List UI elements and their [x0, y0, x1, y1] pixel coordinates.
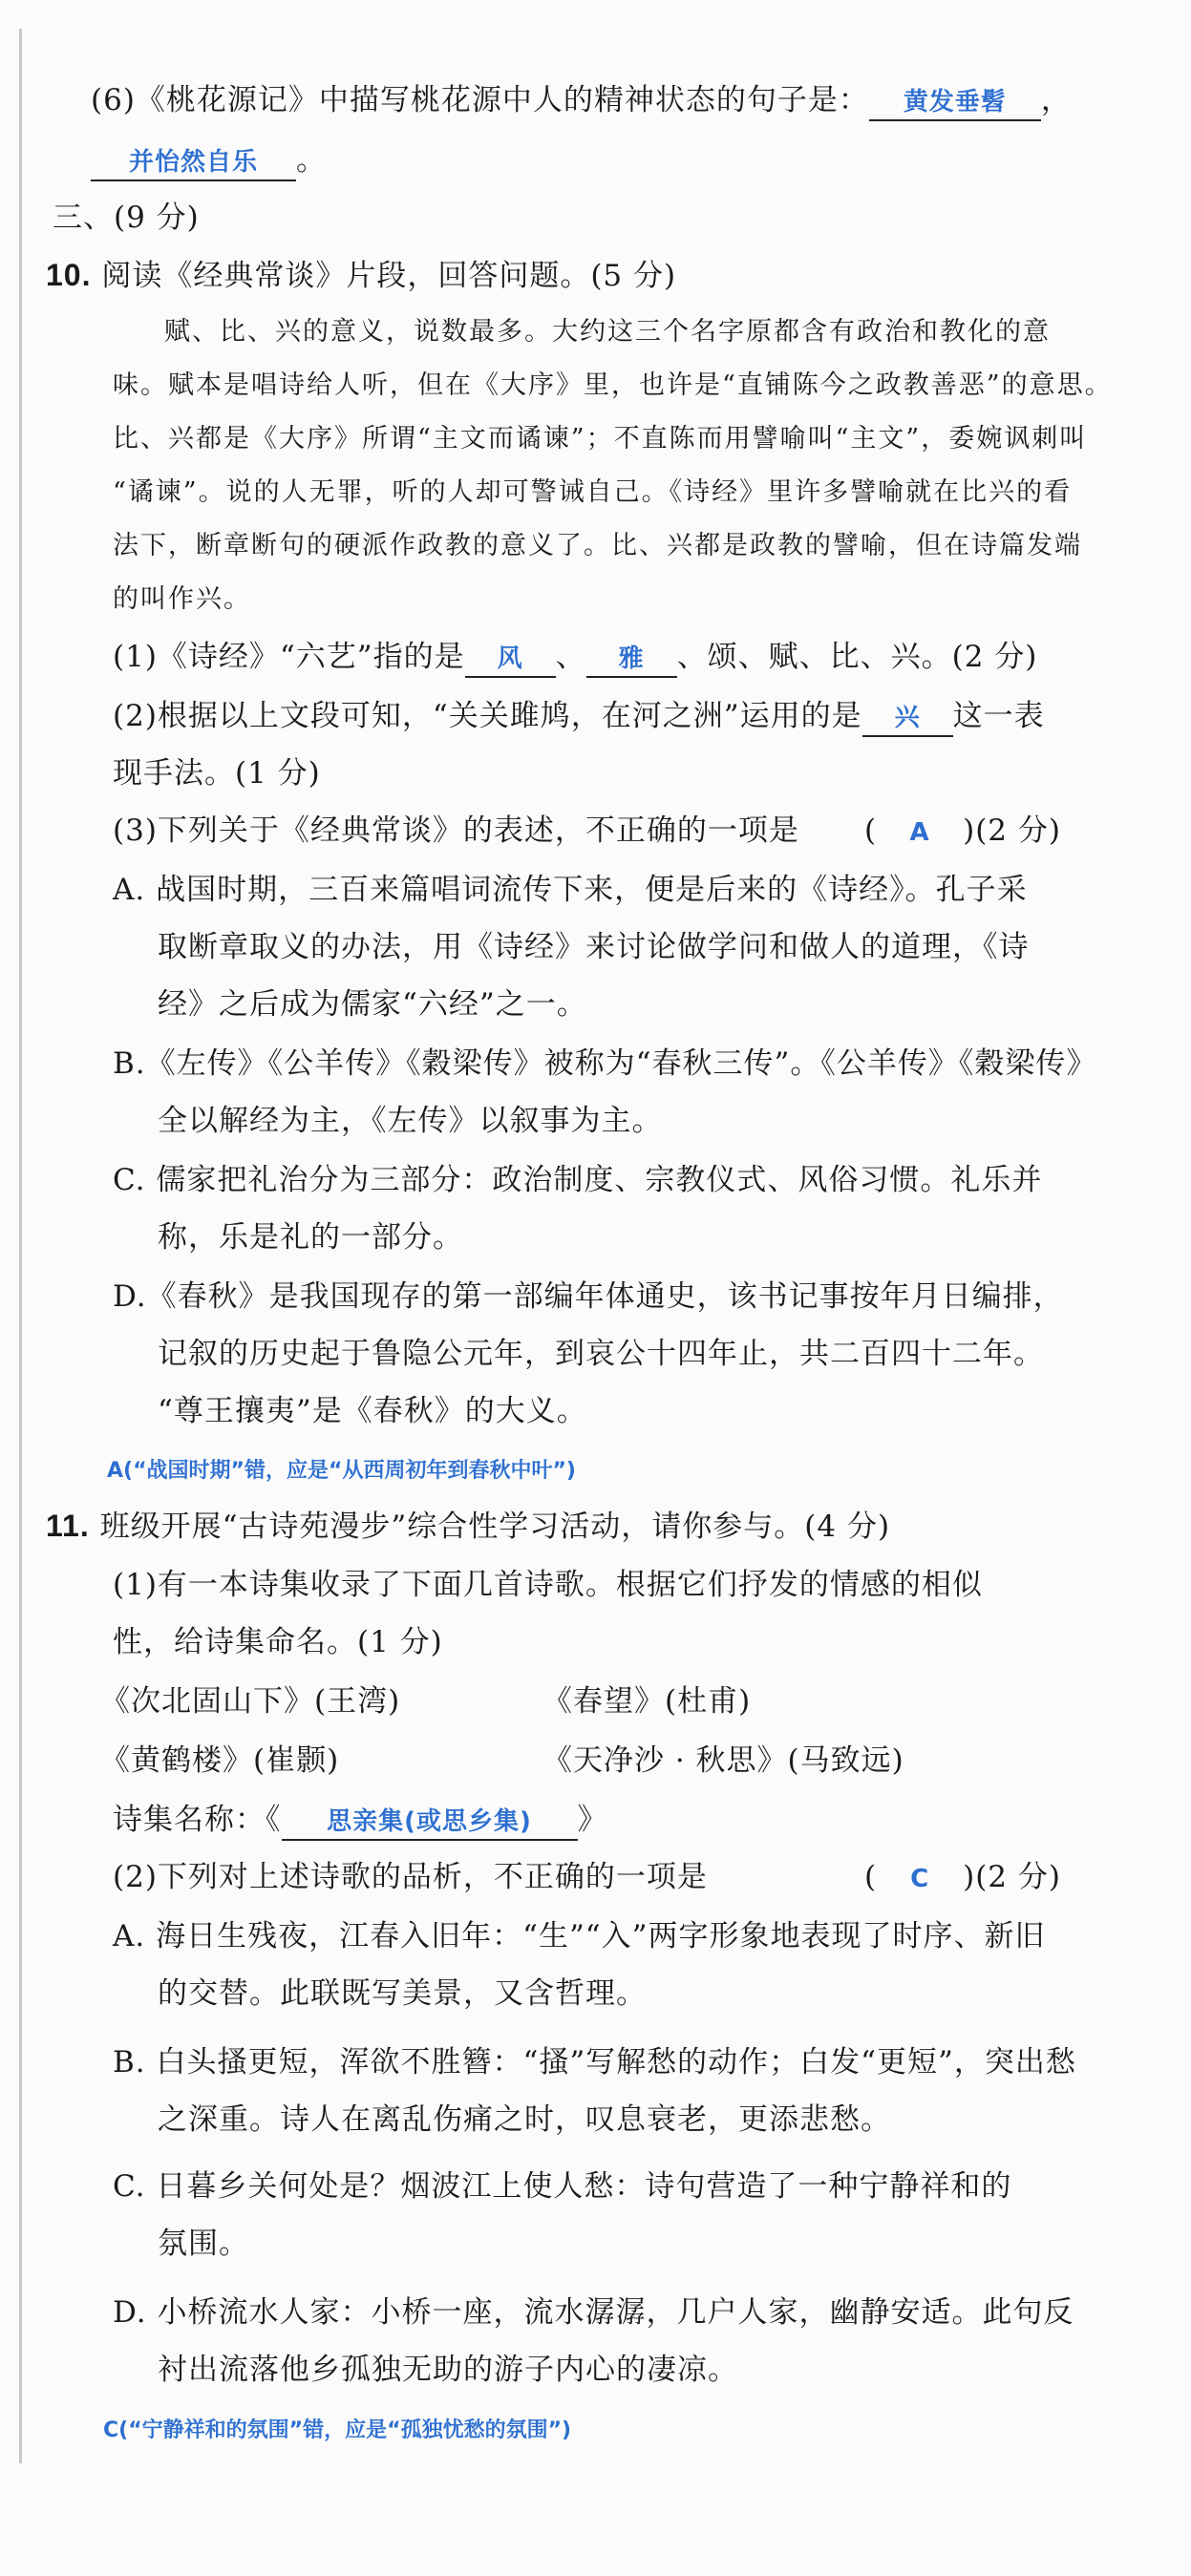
q10-sub2	[113, 697, 1045, 737]
q10-sub3-answer: A	[909, 818, 930, 847]
q6-prefix: (6)《桃花源记》中描写桃花源中人的精神状态的句子是：	[91, 83, 869, 117]
q6-blank-2[interactable]	[91, 143, 296, 181]
q11-stem-line	[46, 1507, 890, 1546]
q10-stem: 阅读《经典常谈》片段，回答问题。(5 分)	[101, 259, 677, 293]
q10-passage-line: 赋、比、兴的意义，说数最多。大约这三个名字原都含有政治和教化的意	[164, 317, 1051, 347]
q11-sub2-answer: C	[910, 1865, 930, 1893]
q11-option-c-line-2: 氛围。	[158, 2227, 249, 2261]
q11-name-prefix: 诗集名称：《	[113, 1803, 282, 1837]
q10-sub1-answer-2: 雅	[618, 644, 645, 673]
q10-sub1-answer-1: 风	[497, 644, 523, 673]
q11-answer-note: C(“宁静祥和的氛围”错，应是“孤独忧愁的氛围”)	[103, 2418, 572, 2442]
q11-poem: 《次北固山下》(王湾)	[100, 1684, 401, 1719]
q10-sub1	[113, 638, 1037, 678]
q11-sub2-open-paren: (	[864, 1860, 878, 1894]
q11-sub1-line-2: 性，给诗集命名。(1 分)	[113, 1625, 443, 1659]
q10-stem-line	[46, 256, 676, 295]
q10-sub3-open-paren: (	[864, 813, 878, 848]
q11-option-d-line-1: D. 小桥流水人家：小桥一座，流水潺潺，几户人家，幽静安适。此句反	[113, 2295, 1074, 2330]
q11-option-b-line-2: 之深重。诗人在离乱伤痛之时，叹息衰老，更添悲愁。	[158, 2102, 891, 2137]
q10-option-b-line-1: B.《左传》《公羊传》《穀梁传》被称为“春秋三传”。《公羊传》《穀梁传》	[113, 1046, 1097, 1081]
q11-sub2-answer-slot[interactable]	[877, 1858, 963, 1898]
q11-poem: 《天净沙 · 秋思》(马致远)	[542, 1743, 904, 1778]
q10-sub1-blank-2[interactable]	[586, 640, 677, 678]
q11-option-a-line-2: 的交替。此联既写美景，又含哲理。	[158, 1976, 647, 2011]
q10-passage-line: 比、兴都是《大序》所谓“主文而谲谏”；不直陈而用譬喻叫“主文”，委婉讽刺叫	[113, 424, 1088, 454]
q11-sub2-stem: (2)下列对上述诗歌的品析，不正确的一项是	[113, 1860, 708, 1894]
q10-passage-line: 味。赋本是唱诗给人听，但在《大序》里，也许是“直铺陈今之政教善恶”的意思。	[113, 370, 1113, 400]
q10-sub3-stem: (3)下列关于《经典常谈》的表述，不正确的一项是	[113, 813, 799, 848]
q10-passage-line: 法下，断章断句的硬派作政教的意义了。比、兴都是政教的譬喻，但在诗篇发端	[113, 531, 1082, 560]
q10-option-d-line-1: D.《春秋》是我国现存的第一部编年体通史，该书记事按年月日编排，	[113, 1279, 1064, 1314]
q6-blank-1[interactable]	[869, 83, 1041, 121]
q10-passage-line: 的叫作兴。	[113, 584, 251, 614]
q10-sub3-close-paren: )(2 分)	[963, 813, 1061, 848]
q10-option-c-line-1: C. 儒家把礼治分为三部分：政治制度、宗教仪式、风俗习惯。礼乐并	[113, 1163, 1043, 1197]
q11-option-b-line-1: B. 白头搔更短，浑欲不胜簪：“搔”写解愁的动作；白发“更短”，突出愁	[113, 2045, 1076, 2080]
q6-answer-2: 并怡然自乐	[128, 148, 258, 177]
q10-sub2-answer: 兴	[894, 704, 921, 732]
q11-name-suffix: 》	[577, 1803, 608, 1837]
q11-poem: 《黄鹤楼》(崔颢)	[100, 1743, 340, 1778]
q11-option-c-line-1: C. 日暮乡关何处是？烟波江上使人愁：诗句营造了一种宁静祥和的	[113, 2169, 1012, 2204]
q10-sub1-prefix: (1)《诗经》“六艺”指的是	[113, 640, 465, 674]
q6-line-2	[91, 141, 327, 181]
q11-sub2-stem-line	[113, 1858, 708, 1896]
q10-option-c-line-2: 称，乐是礼的一部分。	[158, 1220, 463, 1255]
q10-sub1-sep: 、	[555, 640, 586, 674]
q10-option-b-line-2: 全以解经为主，《左传》以叙事为主。	[158, 1104, 663, 1138]
q10-sub3-stem-line	[113, 812, 799, 850]
q11-option-a-line-1: A. 海日生残夜，江春入旧年：“生”“入”两字形象地表现了时序、新旧	[113, 1919, 1046, 1953]
q10-sub1-blank-1[interactable]	[465, 640, 556, 678]
q10-sub3-answer-parens	[864, 812, 1061, 852]
q10-sub3-answer-slot[interactable]	[877, 812, 963, 852]
q6-answer-1: 黄发垂髫	[903, 88, 1007, 116]
q11-collection-name	[113, 1801, 608, 1841]
q11-option-d-line-2: 衬出流落他乡孤独无助的游子内心的凄凉。	[158, 2353, 738, 2387]
q10-passage-line: “谲谏”。说的人无罪，听的人却可警诫自己。《诗经》里许多譬喻就在比兴的看	[113, 477, 1073, 507]
q10-number: 10.	[46, 258, 92, 292]
q6-comma: ，	[1040, 83, 1072, 117]
q10-option-d-line-3: “尊王攘夷”是《春秋》的大义。	[158, 1394, 587, 1428]
q10-option-a-line-2: 取断章取义的办法，用《诗经》来讨论做学问和做人的道理，《诗	[158, 930, 1030, 964]
page-margin-rule	[19, 29, 22, 2463]
q6-period: 。	[296, 143, 327, 178]
q10-option-d-line-2: 记叙的历史起于鲁隐公元年，到哀公十四年止，共二百四十二年。	[158, 1337, 1044, 1371]
q10-sub2-prefix: (2)根据以上文段可知，“关关雎鸠，在河之洲”运用的是	[113, 699, 862, 733]
q11-sub1-line-1: (1)有一本诗集收录了下面几首诗歌。根据它们抒发的情感的相似	[113, 1568, 983, 1602]
section-3-heading: 三、(9 分)	[53, 201, 200, 235]
q10-sub2-line-2: 现手法。(1 分)	[113, 756, 321, 791]
q11-name-answer: 思亲集(或思乡集)	[327, 1807, 532, 1836]
q11-number: 11.	[46, 1509, 90, 1543]
q10-answer-note: A(“战国时期”错，应是“从西周初年到春秋中叶”)	[107, 1459, 576, 1483]
q11-sub2-answer-parens	[864, 1858, 1061, 1898]
q11-stem: 班级开展“古诗苑漫步”综合性学习活动，请你参与。(4 分)	[99, 1510, 891, 1544]
q11-poem: 《春望》(杜甫)	[542, 1684, 752, 1719]
q10-option-a-line-1: A. 战国时期，三百来篇唱词流传下来，便是后来的《诗经》。孔子采	[113, 873, 1028, 907]
q10-sub2-suffix: 这一表	[952, 699, 1045, 733]
q6-line-1	[91, 81, 1072, 121]
q10-sub2-blank[interactable]	[862, 699, 953, 737]
q10-sub1-suffix: 、颂、赋、比、兴。(2 分)	[676, 640, 1038, 674]
q10-option-a-line-3: 经》之后成为儒家“六经”之一。	[158, 987, 587, 1022]
q11-sub2-close-paren: )(2 分)	[963, 1860, 1061, 1894]
q11-name-blank[interactable]	[282, 1803, 578, 1841]
